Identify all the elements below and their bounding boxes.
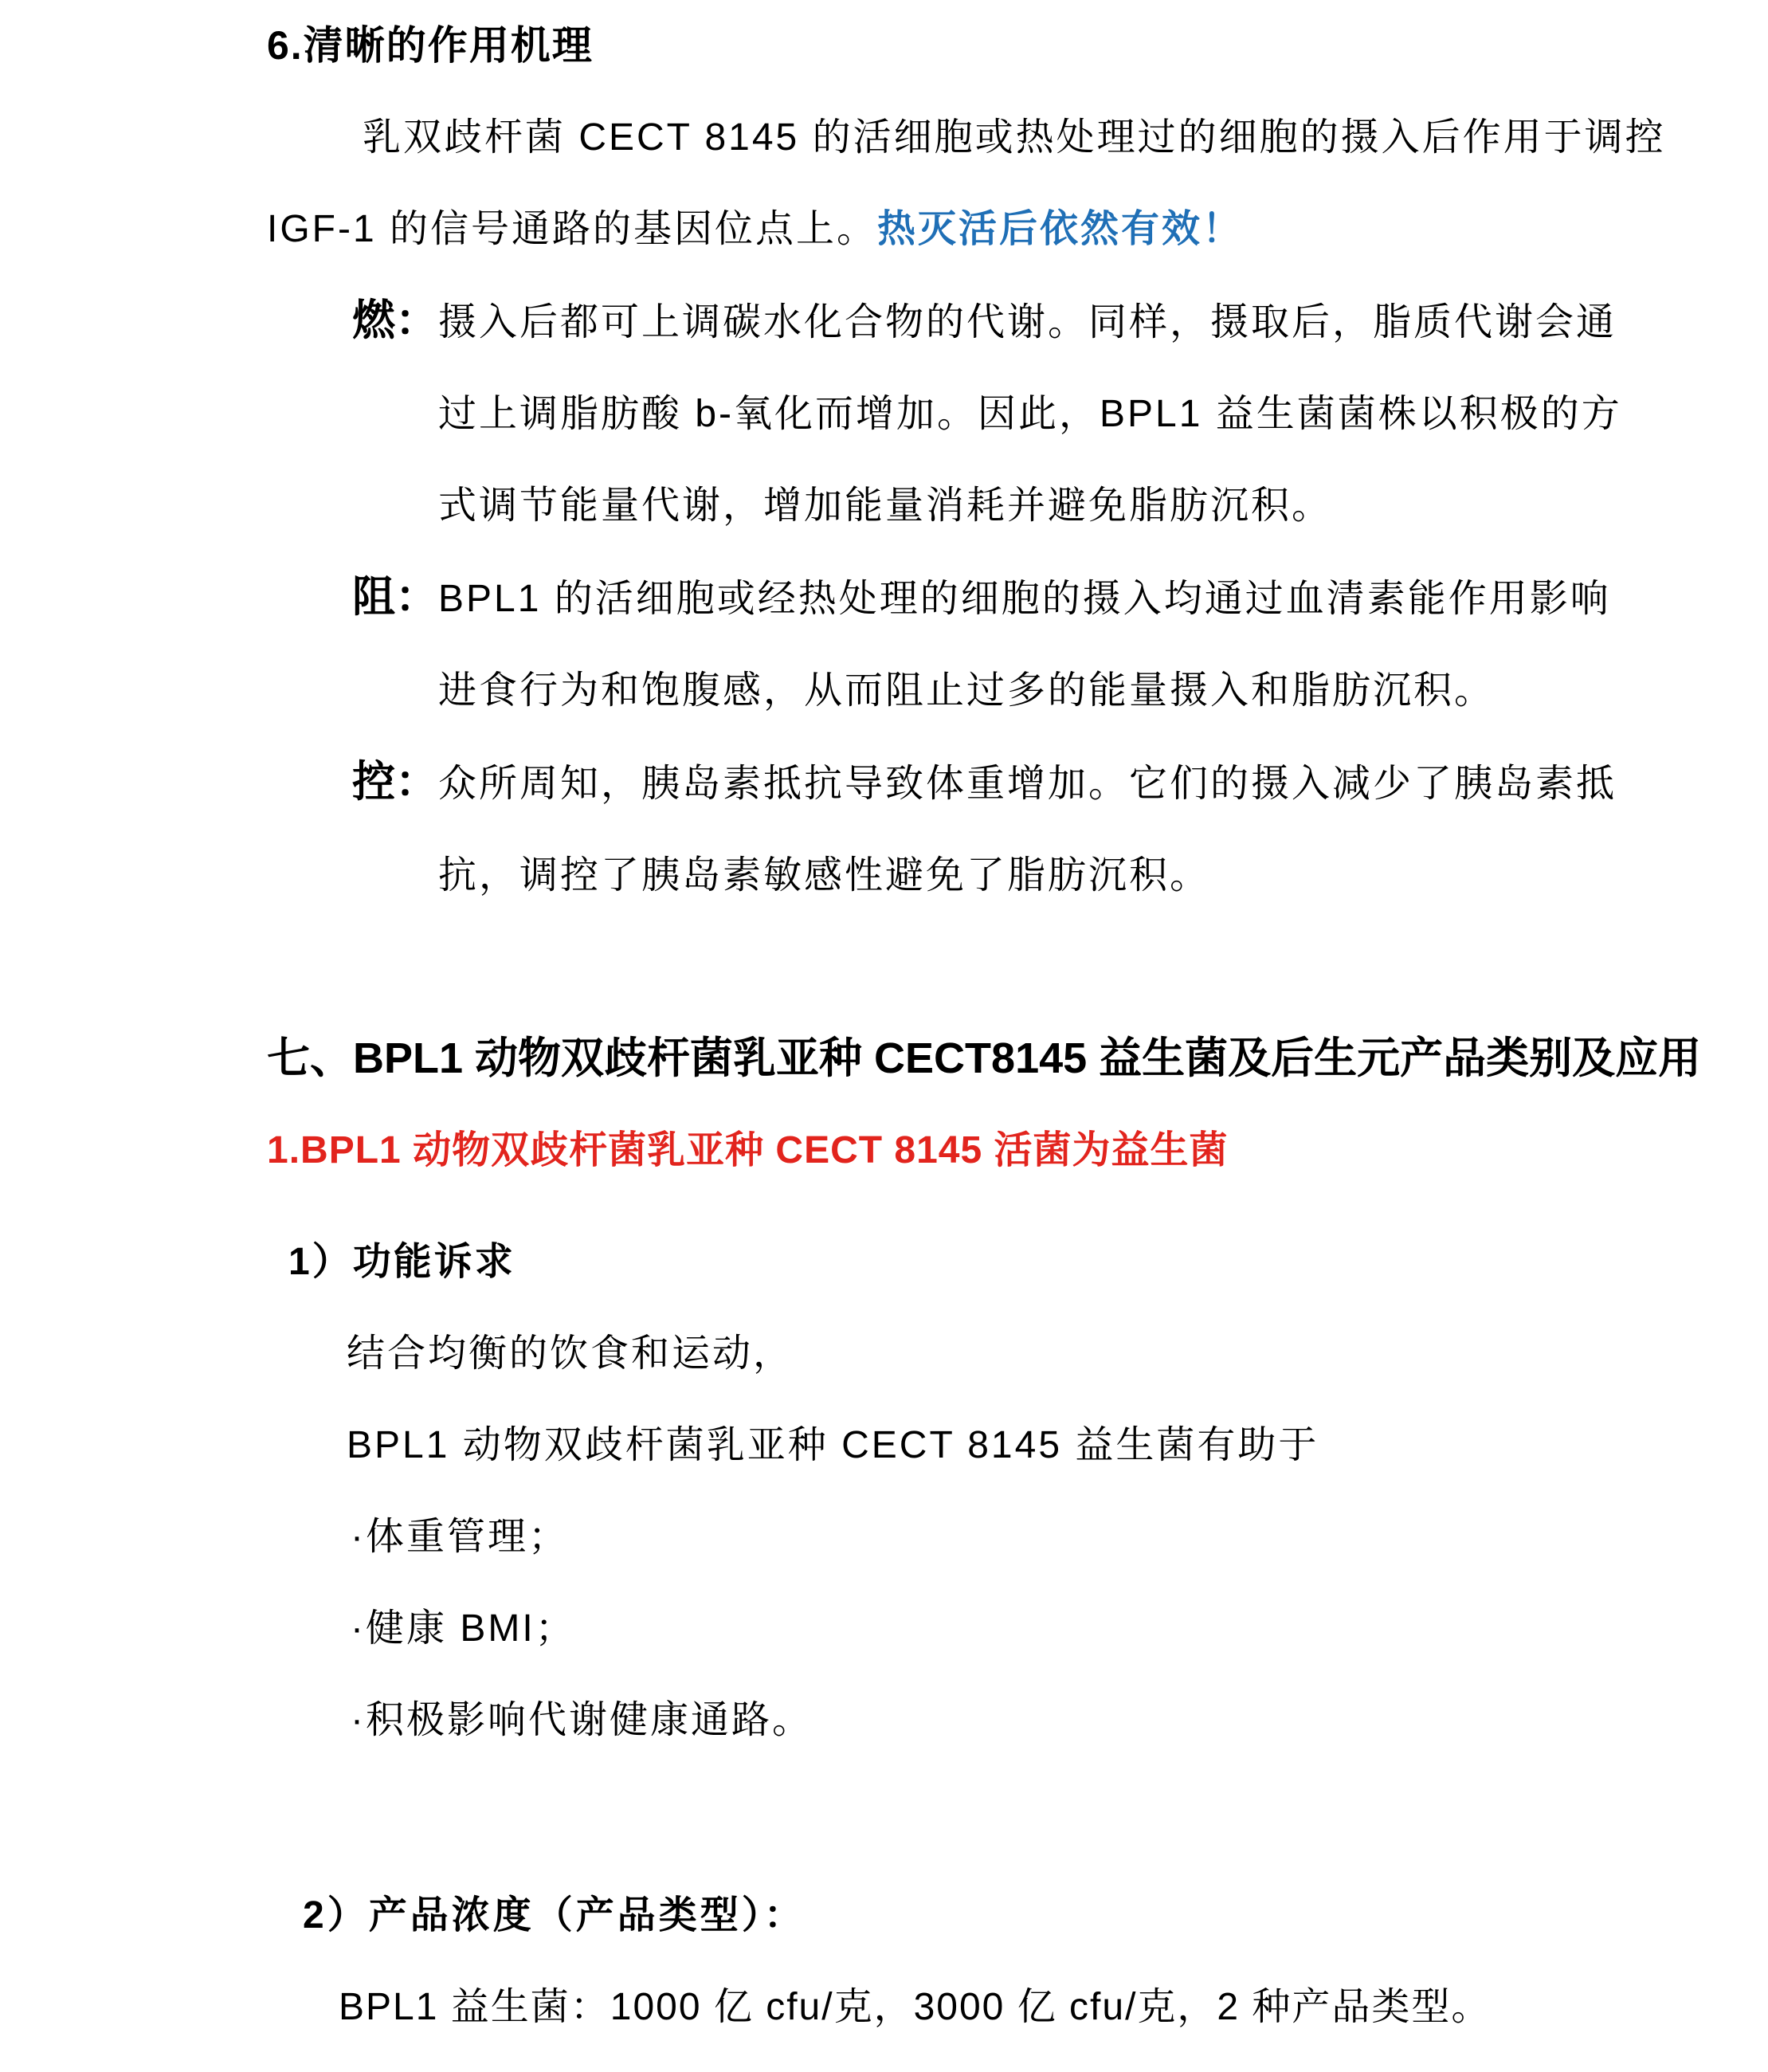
section-6-heading: 6.清晰的作用机理 xyxy=(267,23,594,68)
section-7-heading: 七、BPL1 动物双歧杆菌乳亚种 CECT8145 益生菌及后生元产品类别及应用 xyxy=(267,1034,1702,1082)
mechanism-block-text-1: BPL1 的活细胞或经热处理的细胞的摄入均通过血清素能作用影响 xyxy=(438,578,1611,620)
function-bullet-bmi: ·健康 BMI； xyxy=(351,1607,576,1650)
mechanism-block-label: 阻： xyxy=(352,573,438,621)
mechanism-control-line-1 xyxy=(267,736,1617,830)
function-claims-heading: 1）功能诉求 xyxy=(288,1241,516,1283)
mechanism-item-burn xyxy=(267,275,1622,551)
product-concentration-heading: 2）产品浓度（产品类型）： xyxy=(303,1894,806,1937)
mechanism-burn-line-2: 过上调脂肪酸 b-氧化而增加。因此，BPL1 益生菌菌株以积极的方 xyxy=(438,393,1622,435)
mechanism-intro-line-2 xyxy=(267,183,1574,275)
mechanism-block-line-2: 进食行为和饱腹感，从而阻止过多的能量摄入和脂肪沉积。 xyxy=(438,669,1496,712)
function-bullet-metabolic: ·积极影响代谢健康通路。 xyxy=(351,1699,813,1741)
mechanism-control-line-2: 抗，调控了胰岛素敏感性避免了脂肪沉积。 xyxy=(438,854,1211,897)
mechanism-intro-line-1: 乳双歧杆菌 CECT 8145 的活细胞或热处理过的细胞的摄入后作用于调控 xyxy=(363,116,1666,159)
mechanism-item-control xyxy=(267,736,1617,921)
mechanism-burn-line-3: 式调节能量代谢，增加能量消耗并避免脂肪沉积。 xyxy=(438,485,1333,527)
section-7-sub-1-red-heading: 1.BPL1 动物双歧杆菌乳亚种 CECT 8145 活菌为益生菌 xyxy=(267,1129,1229,1171)
mechanism-intro-line-2-black: IGF-1 的信号通路的基因位点上。 xyxy=(267,208,878,250)
mechanism-intro-highlight: 热灭活后依然有效！ xyxy=(877,208,1244,250)
mechanism-burn-line-1 xyxy=(267,275,1617,368)
mechanism-block-line-1 xyxy=(267,551,1611,645)
mechanism-control-label: 控： xyxy=(352,758,438,806)
function-bullet-weight: ·体重管理； xyxy=(351,1516,569,1558)
product-concentration-text: BPL1 益生菌：1000 亿 cfu/克，3000 亿 cfu/克，2 种产品类型。 xyxy=(339,1986,1492,2028)
mechanism-item-block xyxy=(267,551,1611,736)
mechanism-burn-label: 燃： xyxy=(352,296,438,344)
function-claims-line-2: BPL1 动物双歧杆菌乳亚种 CECT 8145 益生菌有助于 xyxy=(347,1424,1319,1466)
function-claims-line-1: 结合均衡的饮食和运动， xyxy=(347,1332,794,1375)
mechanism-burn-text-1: 摄入后都可上调碳水化合物的代谢。同样，摄取后，脂质代谢会通 xyxy=(438,301,1617,343)
mechanism-control-text-1: 众所周知，胰岛素抵抗导致体重增加。它们的摄入减少了胰岛素抵 xyxy=(438,763,1617,805)
